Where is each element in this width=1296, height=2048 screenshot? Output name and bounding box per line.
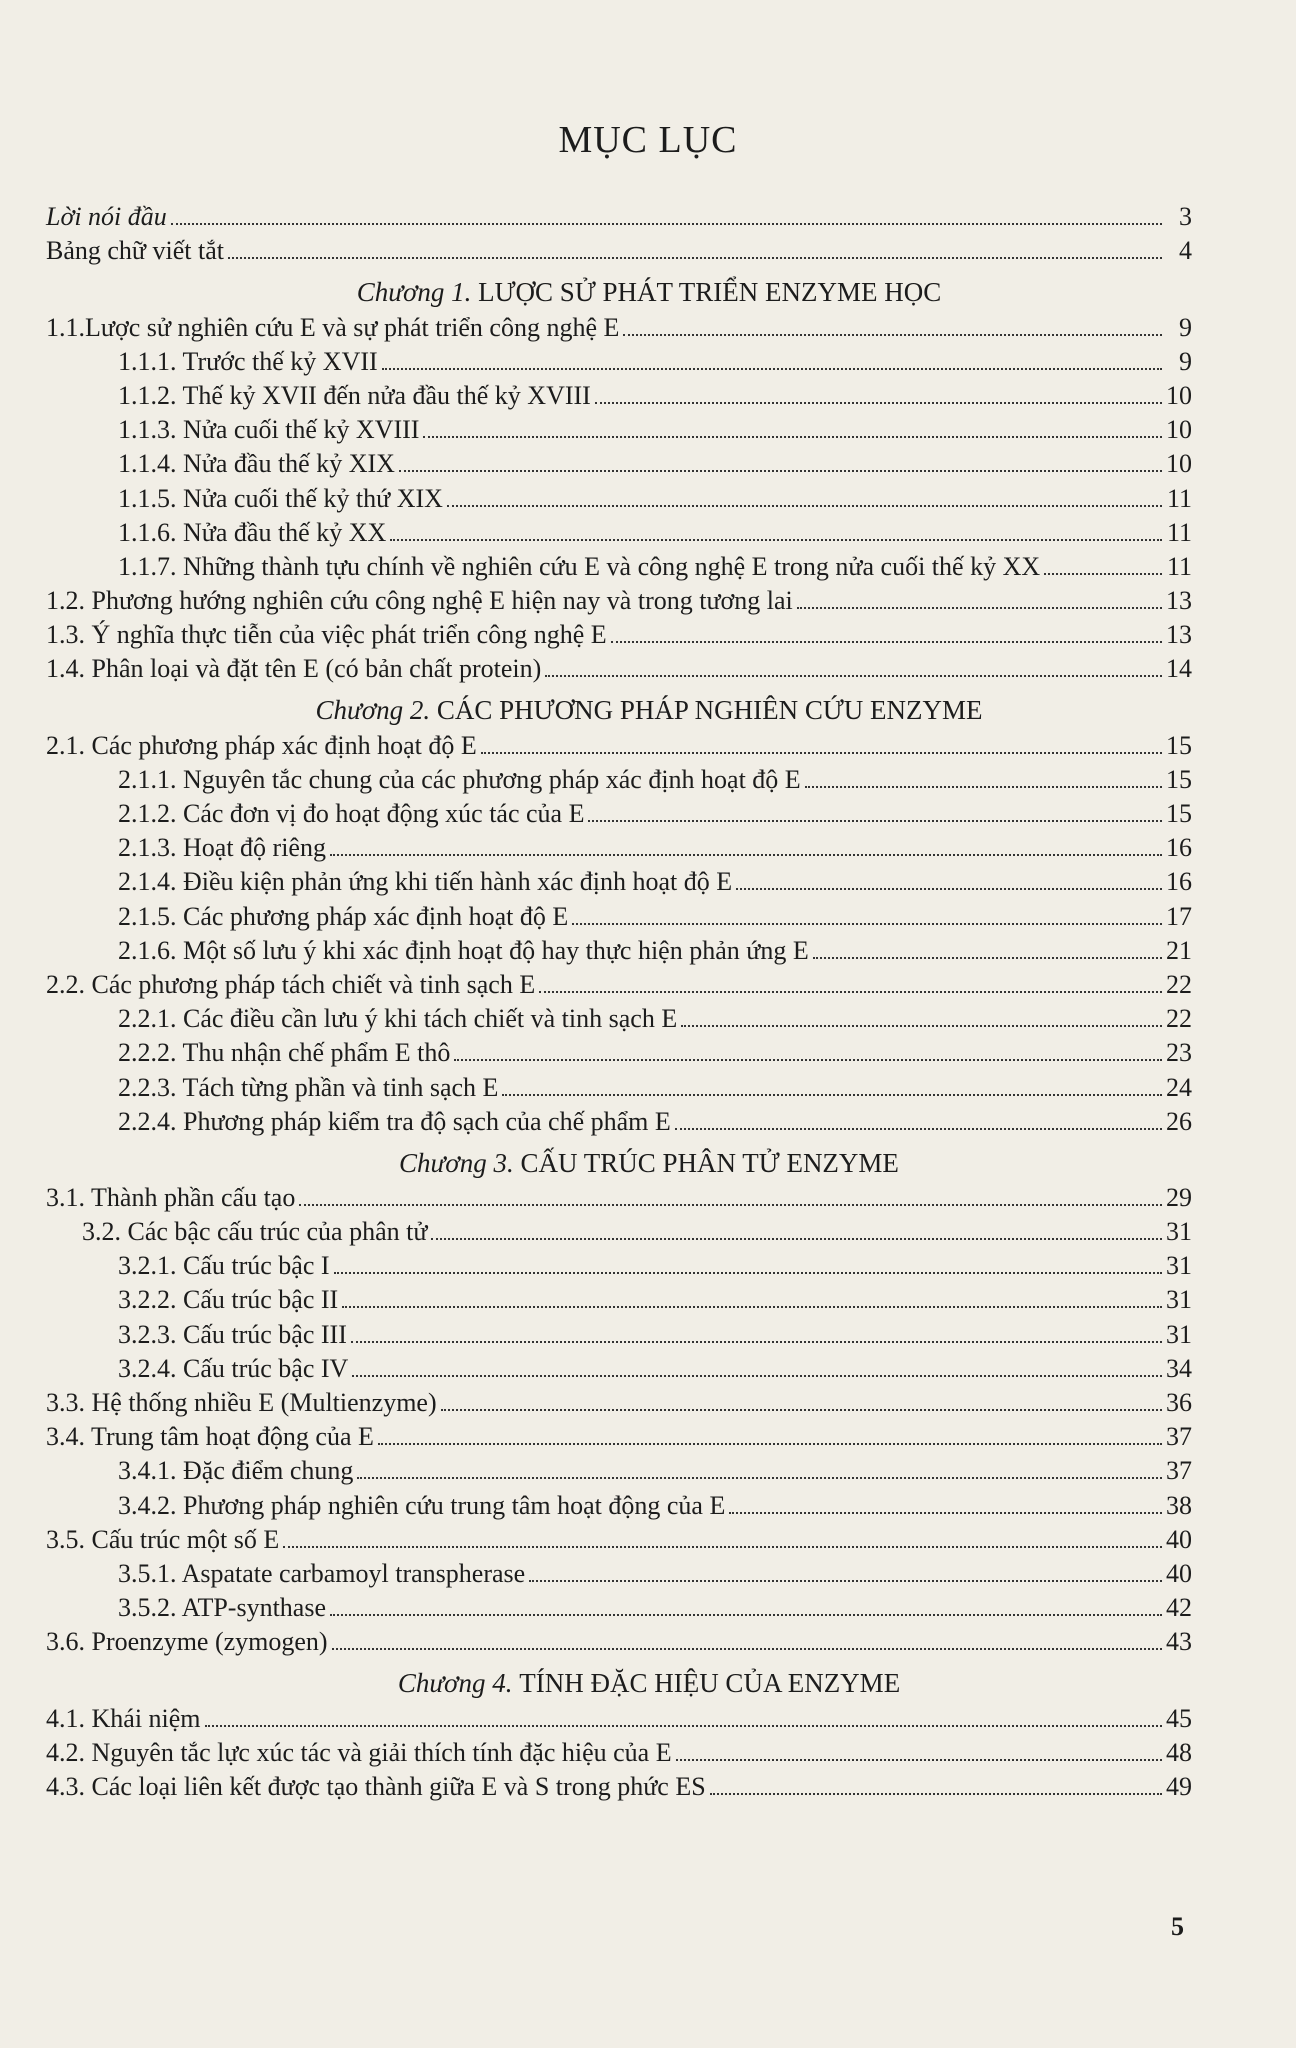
toc-entry-label: 3.2.4. Cấu trúc bậc IV	[118, 1353, 349, 1383]
chapter-heading	[46, 1137, 1192, 1179]
chapter-number: Chương 2.	[315, 695, 431, 726]
dot-leader	[171, 221, 1162, 225]
toc-entry-page: 22	[1166, 969, 1192, 999]
toc-entry-label: 3.2.2. Cấu trúc bậc II	[118, 1285, 339, 1315]
dot-leader	[545, 673, 1162, 677]
toc-entry-label: 1.2. Phương hướng nghiên cứu công nghệ E hiện nay và trong tương lai	[46, 586, 793, 616]
dot-leader	[447, 503, 1162, 507]
toc-entry-page: 36	[1166, 1388, 1192, 1417]
toc-entry-page: 10	[1166, 449, 1192, 479]
dot-leader	[529, 1578, 1162, 1582]
toc-entry-page: 40	[1166, 1524, 1192, 1554]
toc-entry	[46, 1350, 1192, 1384]
toc-entry-label: 2.2. Các phương pháp tách chiết và tinh sạch E	[46, 969, 536, 999]
toc-entry-label: 3.4.1. Đặc điểm chung	[118, 1456, 354, 1486]
page-title: MỤC LỤC	[558, 119, 738, 161]
dot-leader	[390, 537, 1162, 541]
toc-entry-page: 31	[1166, 1285, 1192, 1315]
page-number: 5	[1171, 1912, 1184, 1941]
toc-entry-label: Bảng chữ viết tắt	[46, 236, 224, 266]
toc-entry-page: 22	[1166, 1004, 1192, 1034]
dot-leader	[352, 1373, 1162, 1377]
toc-entry	[46, 761, 1192, 795]
toc-entry	[46, 829, 1192, 863]
toc-entry	[46, 1418, 1192, 1452]
chapter-heading	[46, 684, 1192, 726]
dot-leader	[454, 1057, 1162, 1061]
toc-entry-page: 11	[1166, 517, 1192, 547]
toc-entry	[46, 1103, 1192, 1137]
toc-entry	[46, 582, 1192, 616]
toc-entry	[46, 932, 1192, 966]
toc-entry-label: 2.1.5. Các phương pháp xác định hoạt độ E	[118, 901, 569, 931]
toc-entry	[46, 343, 1192, 377]
toc-entry-page: 10	[1166, 415, 1192, 445]
toc-entry-label: 1.4. Phân loại và đặt tên E (có bản chất protein)	[46, 654, 542, 684]
toc-entry	[46, 1768, 1192, 1802]
toc-entry-label: 1.1.2. Thế kỷ XVII đến nửa đầu thế kỷ XVIII	[118, 380, 591, 410]
toc-entry-label: 3.5. Cấu trúc một số E	[46, 1524, 280, 1554]
dot-leader	[334, 1270, 1162, 1274]
toc-entry-page: 11	[1166, 483, 1192, 513]
toc-entry-page: 21	[1166, 935, 1192, 965]
dot-leader	[299, 1202, 1162, 1206]
toc-entry-label: 2.1. Các phương pháp xác định hoạt độ E	[46, 730, 477, 760]
toc-entry-label: 3.4.2. Phương pháp nghiên cứu trung tâm hoạt động của E	[118, 1490, 726, 1520]
toc-entry	[46, 1486, 1192, 1520]
dot-leader	[423, 434, 1162, 438]
toc-entry	[46, 897, 1192, 931]
toc-entry-label: 3.2.1. Cấu trúc bậc I	[118, 1251, 330, 1281]
toc-entry-label: 1.1.6. Nửa đầu thế kỷ XX	[118, 517, 387, 547]
toc-entry	[46, 966, 1192, 1000]
toc-entry	[46, 1213, 1192, 1247]
toc-entry-page: 42	[1166, 1593, 1192, 1623]
toc-entry-label: 2.2.4. Phương pháp kiểm tra độ sạch của chế phẩm E	[118, 1106, 671, 1136]
dot-leader	[623, 332, 1162, 336]
toc-entry	[46, 1589, 1192, 1623]
dot-leader	[481, 750, 1162, 754]
toc-entry	[46, 198, 1192, 232]
chapter-number: Chương 1.	[356, 277, 472, 308]
chapter-title: TÍNH ĐẶC HIỆU CỦA ENZYME	[519, 1668, 901, 1699]
toc-entry-page: 26	[1166, 1106, 1192, 1136]
toc-entry-label: 3.4. Trung tâm hoạt động của E	[46, 1422, 374, 1452]
toc-entry	[46, 308, 1192, 342]
toc-entry-label: 2.1.3. Hoạt độ riêng	[118, 833, 326, 863]
toc-entry	[46, 1281, 1192, 1315]
toc-entry	[46, 1034, 1192, 1068]
toc-entry-page: 4	[1179, 236, 1192, 266]
toc-entry-page: 40	[1166, 1558, 1192, 1588]
toc-entry-page: 3	[1179, 202, 1192, 232]
toc-entry-label: 3.6. Proenzyme (zymogen)	[46, 1627, 328, 1657]
toc-entry-label: 1.1.4. Nửa đầu thế kỷ XIX	[118, 449, 395, 479]
chapter-title: LƯỢC SỬ PHÁT TRIỂN ENZYME HỌC	[478, 277, 942, 308]
toc-entry-label: 1.1.3. Nửa cuối thế kỷ XVIII	[118, 415, 420, 445]
toc-entry	[46, 1068, 1192, 1102]
dot-leader	[611, 639, 1162, 643]
toc-entry	[46, 514, 1192, 548]
toc-entry	[46, 650, 1192, 684]
dot-leader	[330, 852, 1162, 856]
toc-entry-label: 2.1.1. Nguyên tắc chung của các phương pháp xác định hoạt độ E	[118, 764, 801, 794]
toc-entry	[46, 726, 1192, 760]
dot-leader	[399, 468, 1162, 472]
toc-entry	[46, 1384, 1192, 1418]
toc-entry-label: 1.1.1. Trước thế kỷ XVII	[118, 346, 378, 376]
toc-entry-label: 3.3. Hệ thống nhiều E (Multienzyme)	[46, 1388, 437, 1417]
toc-entry	[46, 1623, 1192, 1657]
toc-entry-label: 1.1.7. Những thành tựu chính về nghiên cứu E và công nghệ E trong nửa cuối thế kỷ XX	[118, 551, 1041, 581]
dot-leader	[805, 784, 1162, 788]
toc-entry-page: 11	[1166, 551, 1192, 581]
dot-leader	[588, 818, 1162, 822]
dot-leader	[228, 255, 1162, 259]
toc-entry-label: Lời nói đầu	[46, 202, 167, 232]
toc-entry-label: 3.2.3. Cấu trúc bậc III	[118, 1319, 347, 1349]
toc-entry-page: 31	[1166, 1319, 1192, 1349]
toc-entry-page: 10	[1166, 380, 1192, 410]
toc-entry-label: 1.1.5. Nửa cuối thế kỷ thứ XIX	[118, 483, 443, 513]
toc-entry-label: 2.1.2. Các đơn vị đo hoạt động xúc tác của E	[118, 799, 585, 828]
toc-entry	[46, 548, 1192, 582]
chapter-title: CÁC PHƯƠNG PHÁP NGHIÊN CỨU ENZYME	[436, 695, 983, 726]
dot-leader	[813, 955, 1162, 959]
toc-entry	[46, 863, 1192, 897]
toc-entry-page: 31	[1166, 1251, 1192, 1281]
toc-entry	[46, 1315, 1192, 1349]
toc-entry-page: 49	[1166, 1771, 1192, 1801]
toc-entry-page: 13	[1166, 620, 1192, 650]
toc-entry-page: 37	[1166, 1456, 1192, 1486]
toc-entry	[46, 795, 1192, 829]
dot-leader	[710, 1791, 1162, 1795]
dot-leader	[572, 921, 1162, 925]
dot-leader	[205, 1723, 1162, 1727]
dot-leader	[797, 605, 1162, 609]
toc-entry-page: 37	[1166, 1422, 1192, 1452]
toc-entry-label: 4.1. Khái niệm	[46, 1703, 201, 1733]
toc-entry-page: 9	[1179, 346, 1192, 376]
toc-entry	[46, 232, 1192, 266]
dot-leader	[342, 1304, 1162, 1308]
dot-leader	[431, 1236, 1162, 1240]
toc-entry-label: 3.5.2. ATP-synthase	[118, 1593, 326, 1623]
toc-entry-page: 17	[1166, 901, 1192, 931]
toc-entry	[46, 616, 1192, 650]
toc-entry-label: 1.1.Lược sử nghiên cứu E và sự phát triển công nghệ E	[46, 312, 620, 342]
dot-leader	[681, 1023, 1162, 1027]
chapter-heading	[46, 266, 1192, 308]
toc-entry-page: 23	[1166, 1038, 1192, 1068]
toc-entry	[46, 1734, 1192, 1768]
dot-leader	[330, 1612, 1162, 1616]
toc-entry-page: 24	[1166, 1072, 1192, 1102]
toc-entry-page: 16	[1166, 867, 1192, 897]
toc-entry-label: 2.2.1. Các điều cần lưu ý khi tách chiết và tinh sạch E	[118, 1004, 678, 1034]
toc-entry	[46, 1452, 1192, 1486]
toc-entry-page: 29	[1166, 1182, 1192, 1212]
dot-leader	[676, 1757, 1162, 1761]
toc-entry-page: 13	[1166, 586, 1192, 616]
dot-leader	[539, 989, 1162, 993]
toc-entry-page: 16	[1166, 833, 1192, 863]
toc-entry	[46, 1000, 1192, 1034]
toc-entry-label: 2.1.6. Một số lưu ý khi xác định hoạt độ hay thực hiện phản ứng E	[118, 935, 809, 965]
toc-entry	[46, 479, 1192, 513]
dot-leader	[729, 1510, 1162, 1514]
toc-entry	[46, 445, 1192, 479]
toc-entry-page: 38	[1166, 1490, 1192, 1520]
toc-entry-label: 2.2.3. Tách từng phần và tinh sạch E	[118, 1072, 499, 1102]
chapter-number: Chương 3.	[399, 1147, 514, 1178]
dot-leader	[502, 1092, 1162, 1096]
dot-leader	[357, 1475, 1162, 1479]
dot-leader	[378, 1441, 1162, 1445]
toc-entry-label: 4.2. Nguyên tắc lực xúc tác và giải thích tính đặc hiệu của E	[46, 1737, 672, 1767]
dot-leader	[595, 400, 1162, 404]
toc-entry-label: 2.1.4. Điều kiện phản ứng khi tiến hành xác định hoạt độ E	[118, 867, 733, 897]
toc-entry-label: 4.3. Các loại liên kết được tạo thành giữa E và S trong phức ES	[46, 1771, 706, 1801]
toc-entry	[46, 377, 1192, 411]
dot-leader	[675, 1126, 1162, 1130]
toc-entry-page: 15	[1166, 730, 1192, 760]
chapter-heading	[46, 1657, 1192, 1699]
toc-entry-label: 3.2. Các bậc cấu trúc của phân tử	[82, 1217, 428, 1247]
dot-leader	[441, 1407, 1162, 1411]
toc-entry	[46, 411, 1192, 445]
dot-leader	[382, 366, 1162, 370]
dot-leader	[332, 1646, 1162, 1650]
toc-entry-label: 1.3. Ý nghĩa thực tiễn của việc phát triển công nghệ E	[46, 620, 607, 650]
toc-entry-page: 14	[1166, 654, 1192, 684]
dot-leader	[351, 1339, 1162, 1343]
toc-entry-page: 34	[1166, 1353, 1192, 1383]
toc-entry-page: 15	[1166, 764, 1192, 794]
toc-entry-label: 2.2.2. Thu nhận chế phẩm E thô	[118, 1038, 451, 1068]
table-of-contents	[46, 198, 1192, 1802]
toc-entry	[46, 1179, 1192, 1213]
chapter-number: Chương 4.	[397, 1668, 513, 1699]
dot-leader	[736, 886, 1162, 890]
toc-entry-page: 43	[1166, 1627, 1192, 1657]
toc-entry-page: 15	[1166, 799, 1192, 828]
toc-entry-page: 31	[1166, 1217, 1192, 1247]
toc-entry	[46, 1699, 1192, 1733]
toc-entry-label: 3.5.1. Aspatate carbamoyl transpherase	[118, 1558, 526, 1588]
toc-entry-label: 3.1. Thành phần cấu tạo	[46, 1182, 296, 1212]
toc-entry	[46, 1521, 1192, 1555]
toc-entry-page: 9	[1179, 312, 1192, 342]
toc-entry	[46, 1555, 1192, 1589]
chapter-title: CẤU TRÚC PHÂN TỬ ENZYME	[520, 1147, 899, 1178]
dot-leader	[283, 1544, 1162, 1548]
dot-leader	[1044, 571, 1162, 575]
toc-entry-page: 48	[1166, 1737, 1192, 1767]
toc-entry-page: 45	[1166, 1703, 1192, 1733]
toc-entry	[46, 1247, 1192, 1281]
